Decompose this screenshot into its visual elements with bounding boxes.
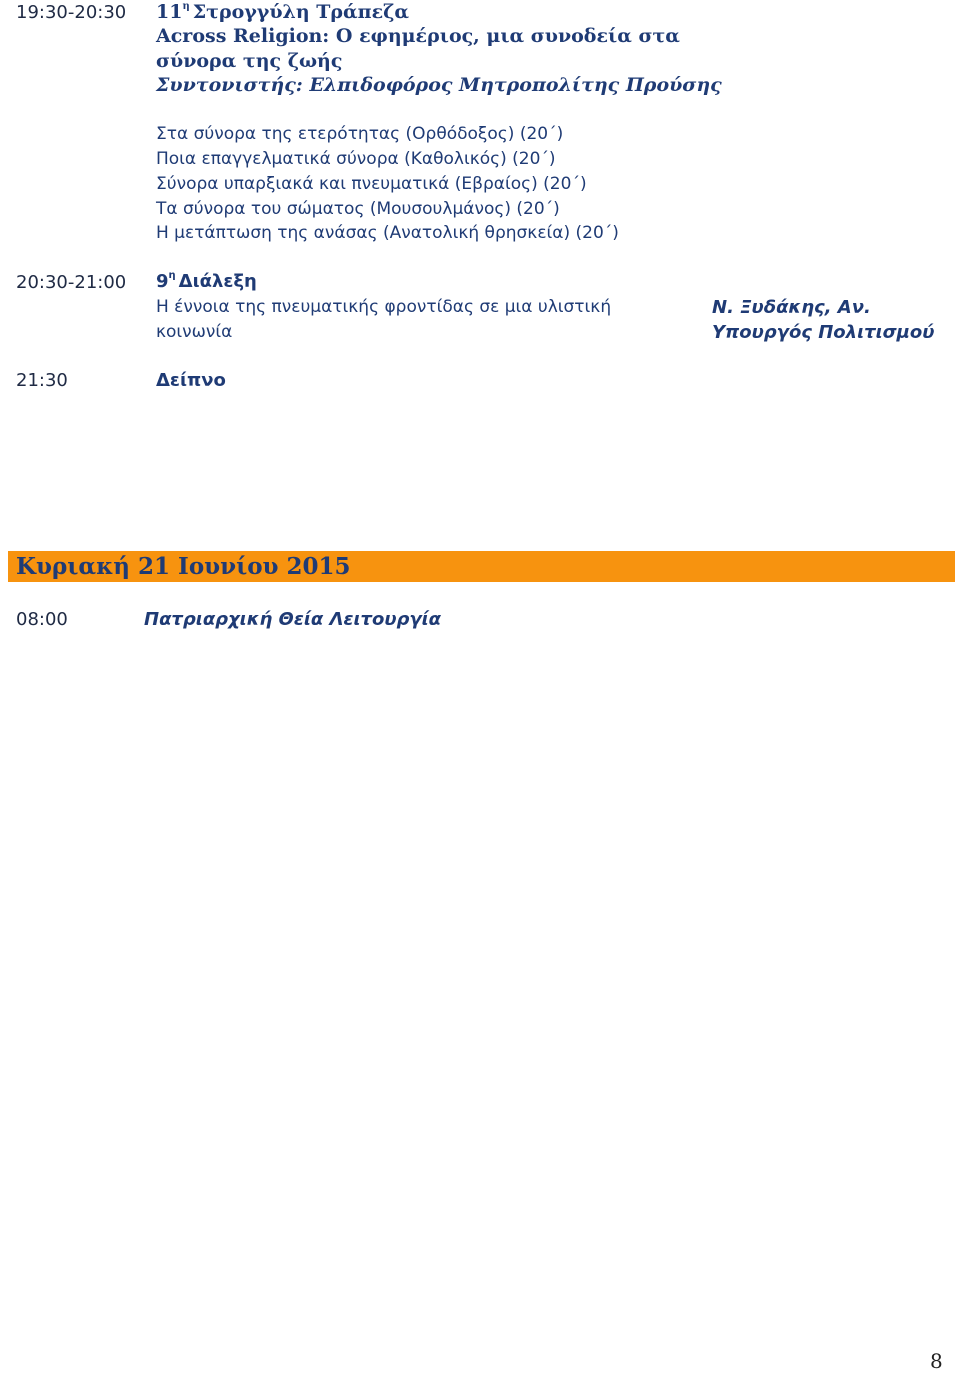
talk-item: Τα σύνορα του σώματος (Μουσουλμάνος) (20΄) — [156, 199, 560, 219]
talk-item: Σύνορα υπαρξιακά και πνευματικά (Εβραίος) (20΄) — [156, 174, 587, 194]
session-subtitle: Across Religion: Ο εφημέριος, μια συνοδεία στα — [156, 25, 680, 47]
event-title: Πατριαρχική Θεία Λειτουργία — [144, 609, 442, 630]
session-number: 9 — [156, 271, 169, 292]
lecture-speaker: Υπουργός Πολιτισμού — [712, 322, 935, 343]
session-time: 19:30-20:30 — [16, 2, 127, 23]
event-time: 08:00 — [16, 609, 68, 630]
talk-item: Η μετάπτωση της ανάσας (Ανατολική θρησκεία) (20΄) — [156, 223, 619, 243]
session-heading — [156, 1, 409, 23]
session-time: 20:30-21:00 — [16, 272, 127, 293]
session-title: Δείπνο — [156, 370, 226, 391]
session-number: 11 — [156, 1, 183, 23]
talk-item: Ποια επαγγελματικά σύνορα (Καθολικός) (20΄) — [156, 149, 556, 169]
session-time: 21:30 — [16, 370, 68, 391]
session-title: Διάλεξη — [178, 271, 257, 292]
session-title: Στρογγύλη Τράπεζα — [192, 1, 410, 23]
page-number: 8 — [930, 1349, 943, 1373]
lecture-speaker: Ν. Ξυδάκης, Αν. — [712, 297, 871, 318]
session-heading — [156, 271, 257, 292]
lecture-topic: κοινωνία — [156, 322, 233, 342]
session-number-suffix: η — [168, 270, 176, 281]
day-title: Κυριακή 21 Ιουνίου 2015 — [16, 553, 351, 580]
session-subtitle: σύνορα της ζωής — [156, 50, 343, 72]
session-number-suffix: η — [182, 0, 190, 12]
lecture-topic: Η έννοια της πνευματικής φροντίδας σε μια υλιστική — [156, 297, 612, 317]
session-coordinator: Συντονιστής: Ελπιδοφόρος Μητροπολίτης Προύσης — [156, 74, 722, 96]
talk-item: Στα σύνορα της ετερότητας (Ορθόδοξος) (20΄) — [156, 124, 564, 144]
